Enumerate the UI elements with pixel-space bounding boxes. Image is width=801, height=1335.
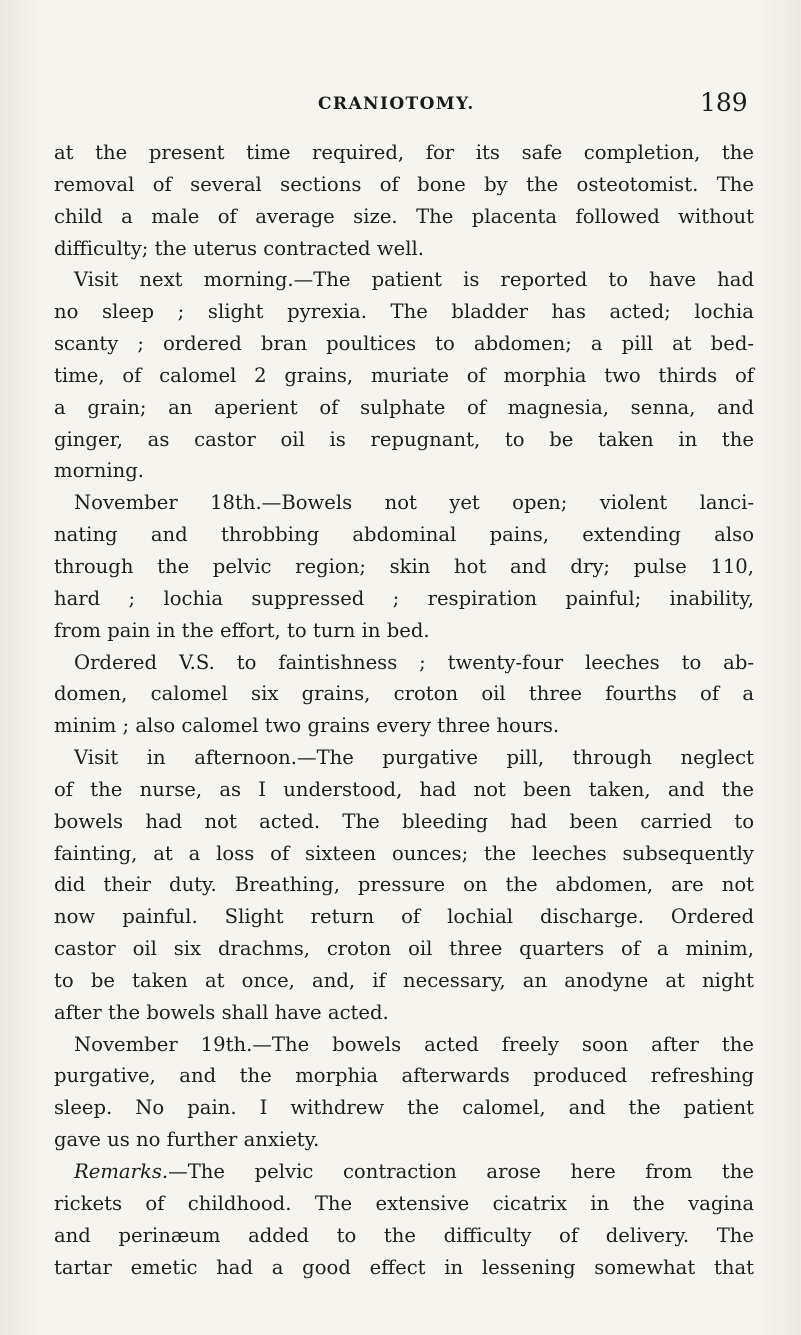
paragraph (54, 1029, 754, 1156)
paragraph (54, 1156, 754, 1283)
text-line: from pain in the effort, to turn in bed. (54, 618, 430, 642)
text-line: Visit in afternoon.—The purgative pill, through neglect (74, 746, 754, 770)
text-line: a grain; an aperient of sulphate of magnesia, senna, and (54, 395, 754, 419)
paragraph (54, 647, 754, 743)
text-fragment: —The pelvic contraction arose here from the (168, 1160, 754, 1183)
paragraph (54, 742, 754, 1029)
text-line: did their duty. Breathing, pressure on the abdomen, are not (54, 873, 754, 897)
text-line: now painful. Slight return of lochial discharge. Ordered (54, 905, 754, 929)
text-line: Ordered V.S. to faintishness ; twenty-four leeches to ab- (74, 650, 754, 674)
text-line: and perinæum added to the difficulty of delivery. The (54, 1223, 754, 1247)
paragraph (54, 137, 754, 264)
text-line: bowels had not acted. The bleeding had been carried to (54, 809, 754, 833)
body-text (54, 137, 754, 1283)
text-line: fainting, at a loss of sixteen ounces; the leeches subsequently (54, 841, 754, 865)
paragraph (54, 487, 754, 646)
text-line: domen, calomel six grains, croton oil three fourths of a (54, 682, 754, 706)
text-line: gave us no further anxiety. (54, 1128, 320, 1152)
text-line: at the present time required, for its safe completion, the (54, 141, 754, 164)
text-line (54, 1156, 754, 1188)
text-line: child a male of average size. The placenta followed without (54, 204, 754, 228)
text-line: nating and throbbing abdominal pains, extending also (54, 523, 754, 547)
text-line: scanty ; ordered bran poultices to abdomen; a pill at bed- (54, 332, 754, 356)
text-line: sleep. No pain. I withdrew the calomel, and the patient (54, 1096, 754, 1120)
text-line: ginger, as castor oil is repugnant, to be taken in the (54, 427, 754, 451)
page-number: 189 (700, 88, 748, 117)
text-line: of the nurse, as I understood, had not been taken, and the (54, 777, 754, 801)
remarks-heading: Remarks. (74, 1160, 169, 1183)
page-header (0, 88, 801, 118)
text-line: time, of calomel 2 grains, muriate of morphia two thirds of (54, 363, 754, 387)
text-line: castor oil six drachms, croton oil three quarters of a minim, (54, 937, 754, 961)
text-line: purgative, and the morphia afterwards produced refreshing (54, 1064, 754, 1088)
text-line: November 19th.—The bowels acted freely soon after the (74, 1032, 754, 1056)
text-line: after the bowels shall have acted. (54, 1000, 389, 1024)
text-line: no sleep ; slight pyrexia. The bladder has acted; lochia (54, 300, 754, 324)
running-title: CRANIOTOMY. (318, 94, 475, 114)
text-line: morning. (54, 459, 145, 483)
text-line: through the pelvic region; skin hot and dry; pulse 110, (54, 554, 754, 578)
text-line: hard ; lochia suppressed ; respiration painful; inability, (54, 586, 754, 610)
text-line: rickets of childhood. The extensive cicatrix in the vagina (54, 1191, 754, 1215)
text-line: Visit next morning.—The patient is reported to have had (74, 268, 754, 292)
text-line: difficulty; the uterus contracted well. (54, 236, 424, 260)
text-line: to be taken at once, and, if necessary, an anodyne at night (54, 968, 754, 992)
text-line: removal of several sections of bone by the osteotomist. The (54, 172, 754, 196)
paragraph (54, 264, 754, 487)
text-line: minim ; also calomel two grains every three hours. (54, 714, 560, 738)
text-line: November 18th.—Bowels not yet open; violent lanci- (74, 491, 754, 515)
text-line: tartar emetic had a good effect in lessening somewhat that (54, 1255, 754, 1279)
